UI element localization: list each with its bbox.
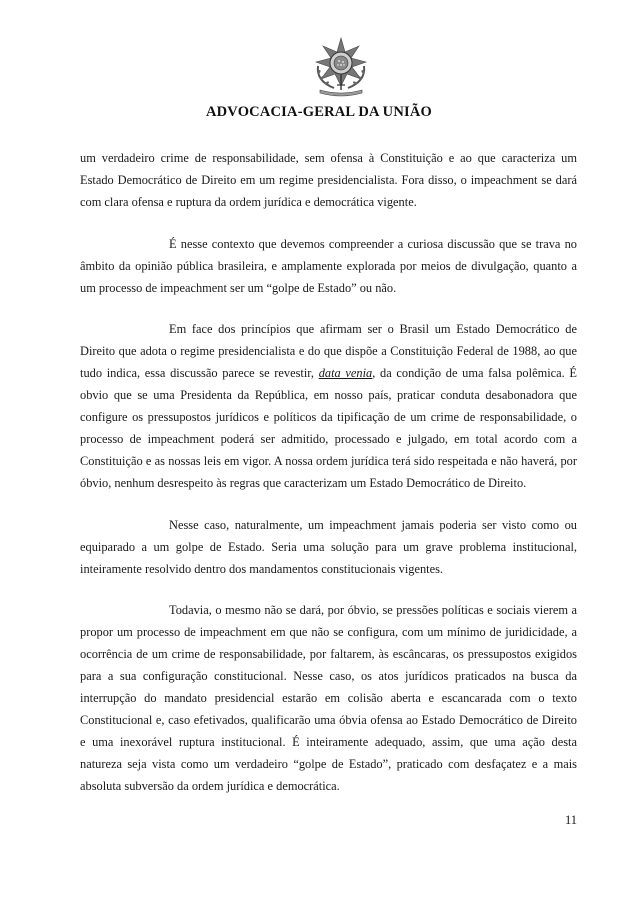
page-number: 11 [564, 813, 577, 827]
paragraph-4: Nesse caso, naturalmente, um impeachment jamais poderia ser visto como ou equiparado a um golpe de Estado. Seria uma solução para um grave problema institucional, inteiramente resolvido dentro dos mandamentos constitucionais vigentes. [80, 517, 577, 576]
page-header-title: ADVOCACIA-GERAL DA UNIÃO [205, 104, 433, 120]
paragraph-3-text-b: , da condição de uma falsa polêmica. É obvio que se uma Presidenta da República, em nosso país, praticar conduta desabonadora que configure os pressupostos jurídicos e políticos da tipificação de um crime de responsabilidade, o processo de impeachment poderá ser admitido, processado e julgado, em total acordo com a Constituição e as nossas leis em vigor. A nossa ordem jurídica terá sido respeitada e não haverá, por óbvio, nenhum desrespeito às regras que caracterizam um Estado Democrático de Direito. [80, 366, 577, 490]
paragraph-5: Todavia, o mesmo não se dará, por óbvio, se pressões políticas e sociais vierem a propor um processo de impeachment em que não se configura, com um mínimo de juridicidade, a ocorrência de um crime de responsabilidade, por faltarem, às escâncaras, os pressupostos exigidos para a sua configuração constitucional. Nesse caso, os atos jurídicos praticados na busca da interrupção do mandato presidencial estarão em colisão aberta e escancarada com o texto Constitucional e, caso efetivados, qualificarão uma óbvia ofensa ao Estado Democrático de Direito e uma inexorável ruptura institucional. É inteiramente adequado, assim, que uma ação desta natureza seja vista como um verdadeiro “golpe de Estado”, praticado com desfaçatez e a mais absoluta subversão da ordem jurídica e democrática. [80, 603, 577, 793]
paragraph-1: um verdadeiro crime de responsabilidade, sem ofensa à Constituição e ao que caracteriza um Estado Democrático de Direito em um regime presidencialista. Fora disso, o impeachment se dará com clara ofensa e ruptura da ordem jurídica e democrática vigente. [80, 151, 577, 209]
coat-of-arms-icon [306, 36, 376, 98]
paragraph-3-text-a: Em face dos princípios que afirmam ser o Brasil um Estado Democrático de Direito que adota o regime presidencialista e do que dispõe a Constituição Federal de 1988, ao que tudo indica, essa discussão parece se revestir, [80, 322, 577, 381]
paragraph-2: É nesse contexto que devemos compreender a curiosa discussão que se trava no âmbito da opinião pública brasileira, e amplamente explorada por meios de divulgação, quanto a um processo de impeachment ser um “golpe de Estado” ou não. [80, 236, 577, 295]
data-venia-emphasis: data venia [318, 366, 373, 381]
paragraph-3 [80, 319, 577, 494]
document-body [80, 148, 577, 818]
